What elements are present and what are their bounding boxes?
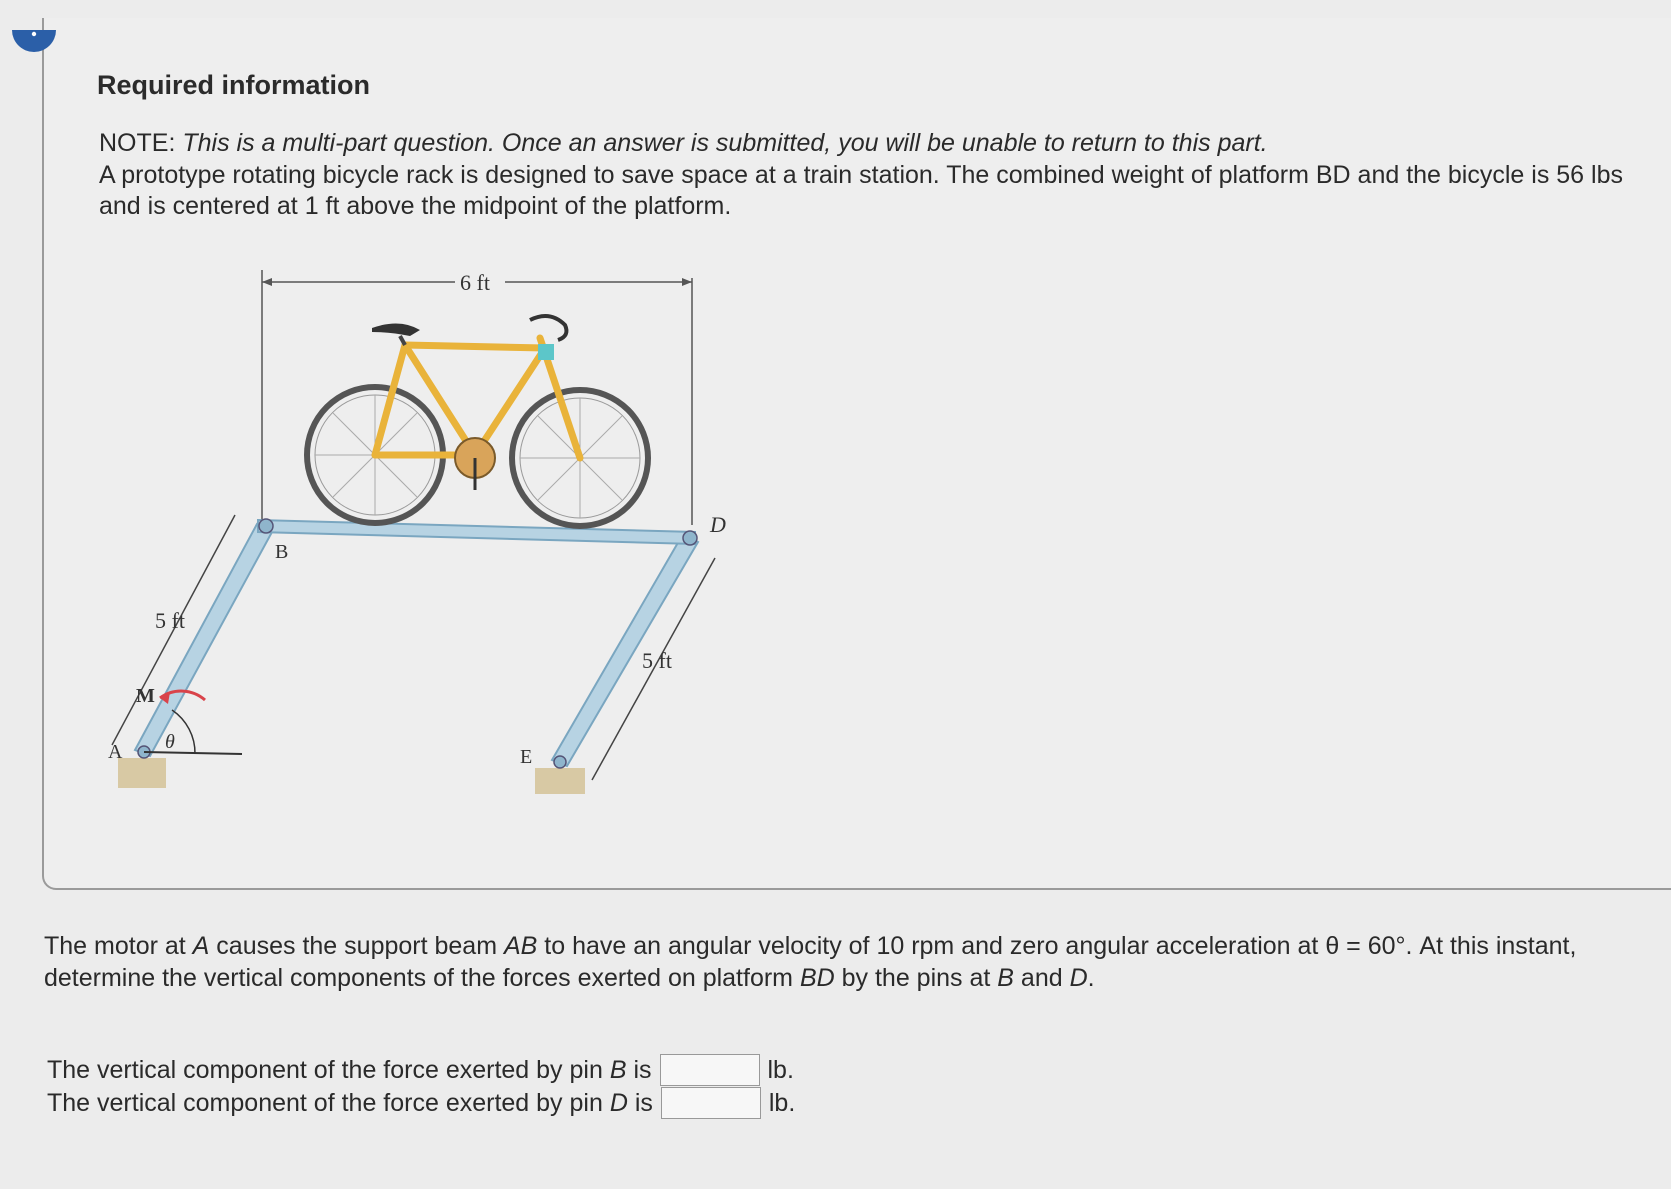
label-a: A	[108, 741, 123, 763]
question-part: .	[1087, 964, 1095, 992]
unit-label-d: lb.	[768, 1089, 796, 1117]
ground-support-e	[535, 768, 585, 794]
question-part: The motor at	[44, 932, 193, 960]
question-var: BD	[799, 964, 835, 992]
problem-description: A prototype rotating bicycle rack is designed to save space at a train station. The combined weight of platform BD and the bicycle is 56 lbs and is centered at 1 ft above the midpoint of the platform.	[99, 161, 1623, 220]
answer-suffix: is	[627, 1089, 653, 1117]
label-right-length: 5 ft	[642, 648, 672, 673]
width-dimension-label: 6 ft	[460, 270, 490, 295]
platform-bd	[258, 520, 695, 544]
answer-pin: B	[609, 1056, 627, 1084]
question-part: causes the support beam	[209, 932, 504, 960]
ground-support-a	[118, 758, 166, 788]
question-part: and	[1013, 964, 1070, 992]
page-title: Required information	[97, 70, 371, 100]
label-motor: M	[136, 685, 155, 707]
answer-suffix: is	[626, 1056, 652, 1084]
bicycle	[307, 316, 648, 526]
bicycle-rack-figure	[100, 270, 820, 870]
note-label: NOTE:	[99, 129, 176, 157]
answer-prefix: The vertical component of the force exerted by pin	[47, 1089, 610, 1117]
note-text	[99, 128, 1659, 159]
label-b: B	[275, 541, 289, 563]
answer-pin: D	[609, 1089, 628, 1117]
question-var: B	[997, 964, 1014, 992]
answer-label-b	[47, 1055, 652, 1085]
unit-label-b: lb.	[767, 1056, 794, 1084]
pin-d-answer-input[interactable]	[661, 1087, 761, 1119]
label-theta: θ	[165, 731, 175, 753]
answer-row-d	[47, 1087, 795, 1119]
answer-prefix: The vertical component of the force exerted by pin	[47, 1056, 610, 1084]
note-body: This is a multi-part question. Once an answer is submitted, you will be unable to return to this part.	[182, 129, 1268, 157]
info-bookmark-icon	[10, 26, 58, 54]
question-text	[44, 930, 1644, 994]
answer-row-b	[47, 1054, 794, 1086]
question-part: to have an angular velocity of 10 rpm and zero angular acceleration at θ = 60°. At this instant, determine the vertical components of the forces exerted on platform	[44, 932, 1577, 992]
question-var: AB	[503, 932, 538, 960]
pin-b-answer-input[interactable]	[660, 1054, 760, 1086]
question-part: by the pins at	[834, 964, 998, 992]
question-var: A	[192, 932, 210, 960]
support-beam-ed	[552, 534, 698, 766]
label-left-length: 5 ft	[155, 608, 185, 633]
label-d: D	[710, 512, 726, 537]
support-beam-ab	[135, 524, 272, 756]
label-e: E	[520, 746, 533, 768]
question-var: D	[1069, 964, 1088, 992]
answer-label-d	[47, 1088, 653, 1118]
